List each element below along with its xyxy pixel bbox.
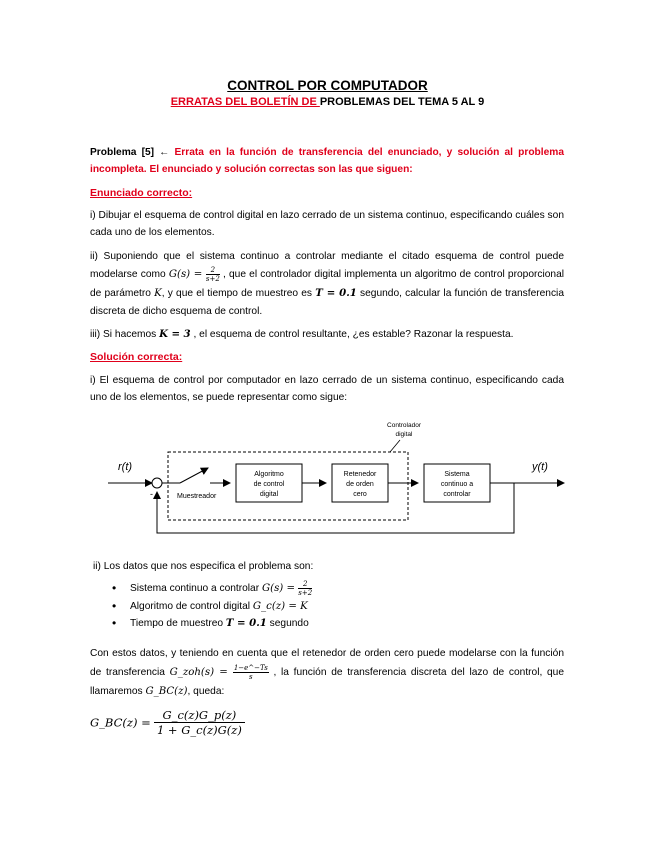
list-item: • Algoritmo de control digital G_c(z) = K: [108, 598, 312, 616]
input-label: r(t): [118, 461, 133, 473]
svg-text:cero: cero: [353, 491, 367, 498]
sampler-label: Muestreador: [177, 493, 217, 500]
svg-text:Algoritmo: Algoritmo: [254, 471, 284, 478]
enunciado-heading: Enunciado correcto:: [90, 187, 193, 199]
svg-text:de control: de control: [253, 481, 285, 488]
svg-text:digital: digital: [259, 491, 279, 498]
controller-label-2: digital: [395, 431, 413, 438]
controller-label-1: Controlador: [387, 422, 421, 429]
minus-sign: -: [150, 489, 153, 499]
solucion-item-i: i) El esquema de control por computador en lazo cerrado de un sistema continuo, especificando cada uno de los elementos, se puede representar como sigue:: [90, 375, 564, 403]
gbc-fraction: $\frac{G\_c(z)G\_p(z)}{1 + G\_c(z)G(z)}$: [154, 708, 245, 737]
eq-G-s: G(s) =: [168, 269, 206, 281]
problema-errata: Errata en la función de transferencia del enunciado, y solución al problema incompleta. El enunciado y solución correctas son las que siguen:: [90, 147, 564, 175]
list-item: • Tiempo de muestreo T = 0.1 segundo: [108, 615, 312, 633]
controller-pointer: [390, 440, 400, 452]
svg-text:de orden: de orden: [346, 481, 374, 488]
enunciado-item-iii: iii) Si hacemos K = 3 , el esquema de control resultante, ¿es estable? Razonar la respuesta.: [90, 328, 514, 340]
svg-text:continuo a: continuo a: [440, 481, 474, 488]
list-item: • Sistema continuo a controlar G(s) = $\frac{2}{s+2}$: [108, 580, 312, 598]
svg-text:Sistema: Sistema: [444, 471, 470, 478]
output-label: y(t): [532, 461, 548, 473]
sampler-switch: [180, 468, 208, 483]
datos-list: [108, 580, 312, 633]
gbc-equation: G_BC(z) = $\frac{G\_c(z)G\_p(z)}{1 + G\_c(z)G(z)}$: [90, 708, 245, 737]
page-title: CONTROL POR COMPUTADOR: [227, 78, 428, 93]
solucion-item-ii: ii) Los datos que nos especifica el problema son:: [93, 561, 314, 572]
enunciado-item-ii: ii) Suponiendo que el sistema continuo a controlar mediante el citado esquema de control puede modelarse como G(s) = $\frac{2}{s+2}$ , que el controlador digital implementa un algoritmo de control proporcional de parámetro K, y que el tiempo de muestreo es T = 0.1 segundo, calcular la función de transferencia discreta de dicho esquema de control.: [90, 251, 564, 318]
summing-junction: [152, 478, 162, 488]
subtitle-black: PROBLEMAS DEL TEMA 5 AL 9: [319, 96, 485, 108]
frac-G-s: $\frac{2}{s+2}$: [205, 266, 220, 283]
solucion-heading: Solución correcta:: [90, 351, 183, 363]
problema-label: Problema [5] ←: [90, 147, 170, 158]
solucion-paragraph: Con estos datos, y teniendo en cuenta que el retenedor de orden cero puede modelarse con la función de transferencia G_zoh(s) = $\frac{1-e\^{}-Ts}{s}$ , la función de transferencia discreta del lazo de control, que llamaremos G_BC(z), queda:: [90, 648, 564, 697]
subtitle-red: ERRATAS DEL BOLETÍN DE: [170, 96, 320, 108]
svg-text:controlar: controlar: [443, 491, 471, 498]
enunciado-item-i: i) Dibujar el esquema de control digital en lazo cerrado de un sistema continuo, especificando cuáles son cada uno de los elementos.: [90, 210, 564, 238]
svg-text:Retenedor: Retenedor: [343, 471, 377, 478]
